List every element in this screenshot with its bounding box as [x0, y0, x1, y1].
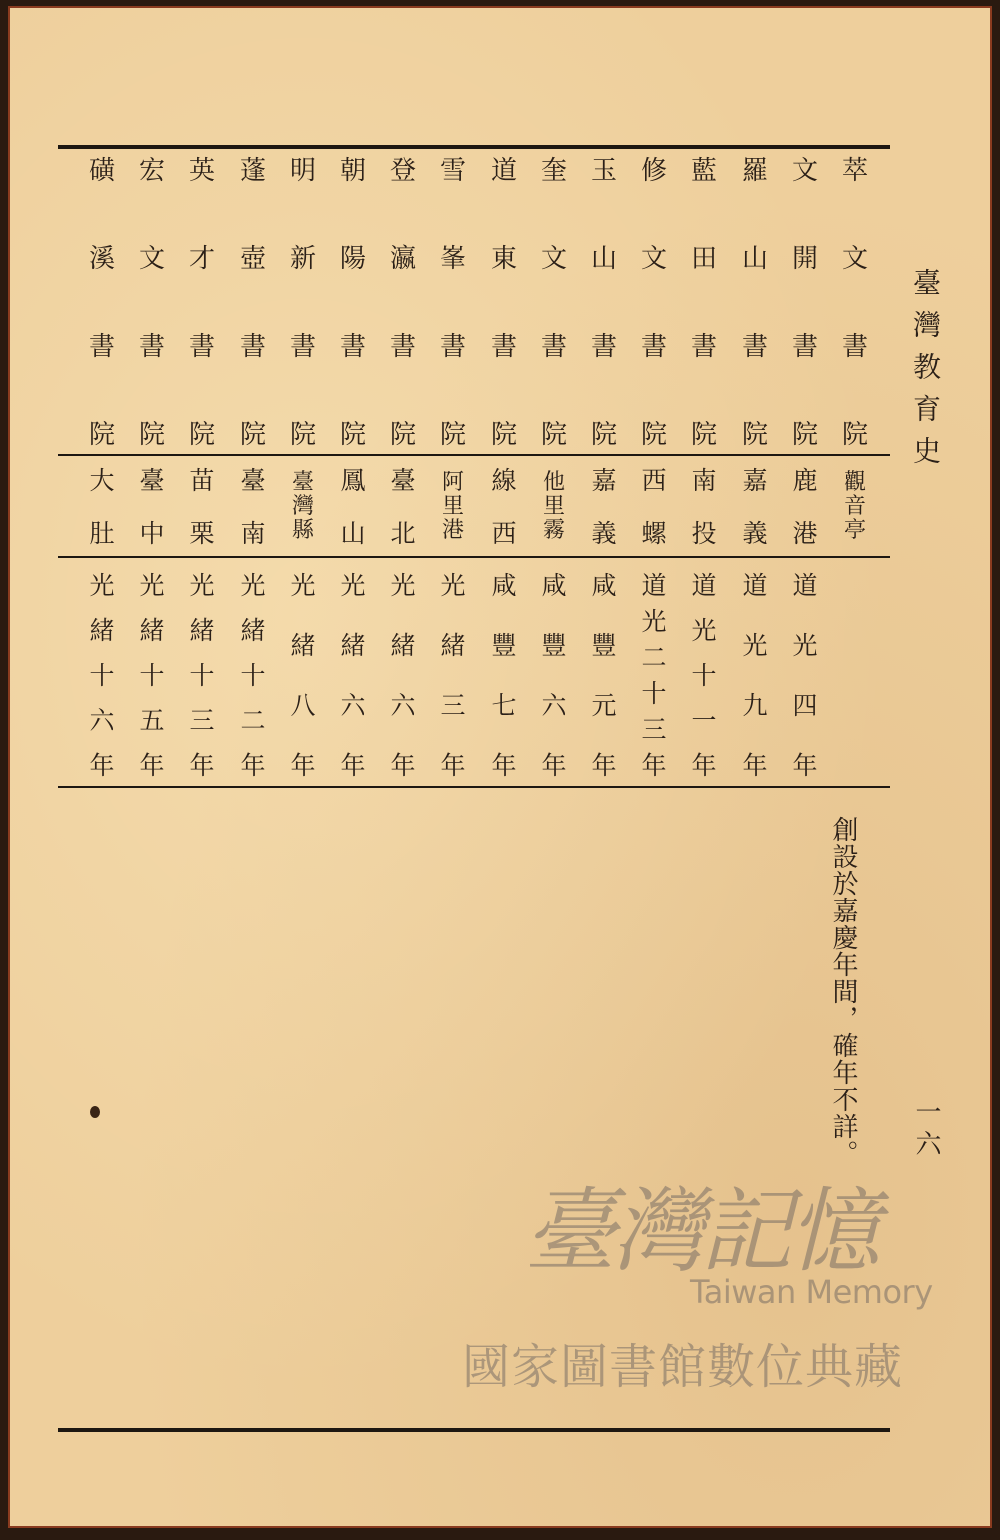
academy-place: 臺 灣 縣 [291, 470, 314, 543]
watermark-library: 國家圖書館數位典藏 [462, 1339, 904, 1395]
academy-place: 觀 音 亭 [843, 470, 866, 543]
academy-name: 藍 田 書 院 [690, 156, 717, 450]
table-rule-after-names [58, 454, 890, 456]
watermark [450, 1158, 950, 1418]
academy-place: 臺 南 [240, 466, 266, 548]
academy-place: 他 里 霧 [542, 470, 565, 543]
academy-name: 修 文 書 院 [640, 156, 667, 450]
book-page [8, 6, 992, 1528]
academy-place: 大 肚 [89, 466, 115, 548]
academy-name: 文 開 書 院 [791, 156, 818, 450]
academy-place: 苗 栗 [189, 466, 215, 548]
academy-year: 光 緒 十 六 年 [89, 571, 115, 780]
academy-name: 英 才 書 院 [188, 156, 215, 450]
academy-year: 道 光 四 年 [792, 571, 818, 780]
table-bottom-rule [58, 786, 890, 788]
academy-year: 光 緒 六 年 [340, 571, 366, 780]
ink-spot [90, 1106, 100, 1118]
academy-place: 西 螺 [641, 466, 667, 548]
academy-name: 雪 峯 書 院 [439, 156, 466, 450]
academy-year: 光 緒 八 年 [290, 571, 316, 780]
academy-name: 道 東 書 院 [490, 156, 517, 450]
academy-name: 朝 陽 書 院 [339, 156, 366, 450]
academy-place: 線 西 [491, 466, 517, 548]
academy-year: 咸 豐 六 年 [541, 571, 567, 780]
academy-place: 鹿 港 [792, 466, 818, 548]
academy-place: 鳳 山 [340, 466, 366, 548]
academy-year: 光 緒 三 年 [440, 571, 466, 780]
academy-year: 光 緒 六 年 [390, 571, 416, 780]
table-rule-after-places [58, 556, 890, 558]
academy-place: 嘉 義 [742, 466, 768, 548]
academy-year: 光 緒 十 二 年 [240, 571, 266, 780]
page-bottom-rule [58, 1428, 890, 1432]
academy-year: 道 光 九 年 [742, 571, 768, 780]
page-number: 一六 [911, 1098, 941, 1162]
academy-year: 咸 豐 元 年 [591, 571, 617, 780]
academy-year: 道 光 二 十 三 年 [641, 571, 667, 780]
academy-place: 南 投 [691, 466, 717, 548]
footnote: 創設於嘉慶年間，確年不詳。 [828, 816, 858, 1167]
academy-year: 光 緒 十 三 年 [189, 571, 215, 780]
academy-name: 羅 山 書 院 [741, 156, 768, 450]
academy-place: 臺 中 [139, 466, 165, 548]
academy-name: 登 瀛 書 院 [389, 156, 416, 450]
academy-name: 玉 山 書 院 [590, 156, 617, 450]
academy-name: 蓬 壺 書 院 [239, 156, 266, 450]
watermark-english: Taiwan Memory [690, 1273, 933, 1311]
academy-name: 磺 溪 書 院 [88, 156, 115, 450]
academy-place: 嘉 義 [591, 466, 617, 548]
watermark-logo-title: 臺灣記憶 [523, 1178, 876, 1285]
academy-name: 明 新 書 院 [289, 156, 316, 450]
academy-name: 宏 文 書 院 [138, 156, 165, 450]
academy-name: 萃 文 書 院 [841, 156, 868, 450]
running-title: 臺灣教育史 [909, 268, 942, 478]
academy-year: 道 光 十 一 年 [691, 571, 717, 780]
academy-year: 咸 豐 七 年 [491, 571, 517, 780]
academy-name: 奎 文 書 院 [540, 156, 567, 450]
table-top-rule [58, 145, 890, 149]
academy-year: 光 緒 十 五 年 [139, 571, 165, 780]
academy-place: 阿 里 港 [441, 470, 464, 543]
academy-place: 臺 北 [390, 466, 416, 548]
